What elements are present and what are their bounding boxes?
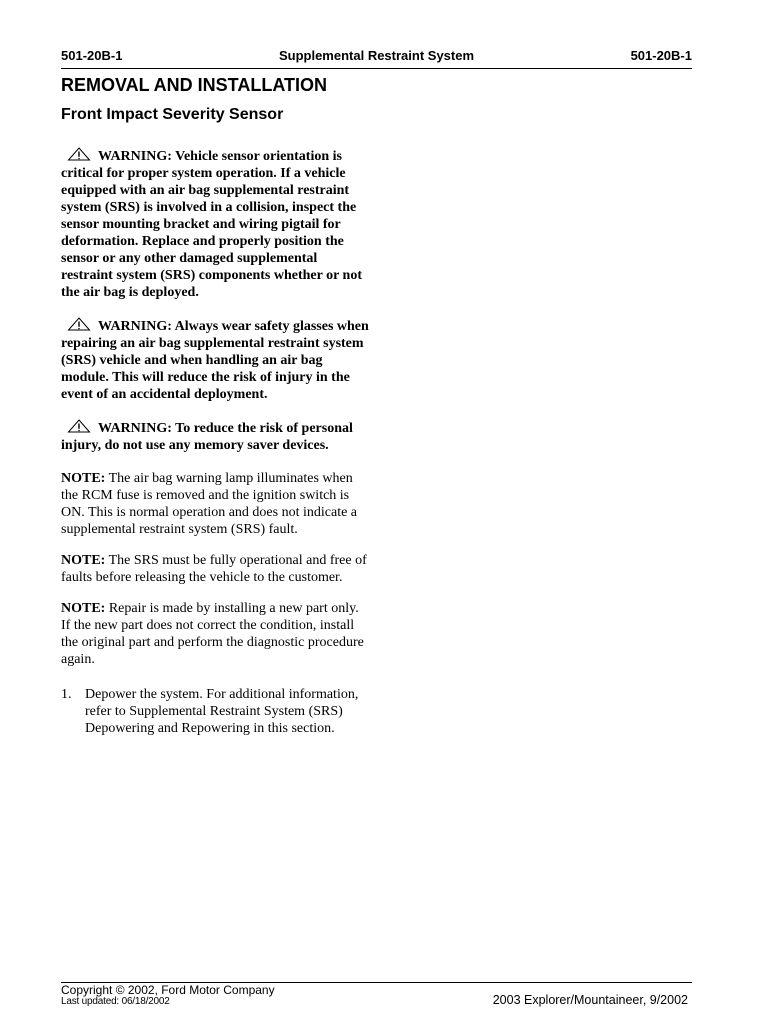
note-label: NOTE: <box>61 553 106 568</box>
page-subtitle: Front Impact Severity Sensor <box>61 106 284 123</box>
footer-last-updated: Last updated: 06/18/2002 <box>61 996 170 1007</box>
warning-triangle-icon <box>67 317 91 331</box>
note-label: NOTE: <box>61 601 106 616</box>
note-repair-new-part <box>61 600 371 668</box>
header-divider <box>61 68 692 69</box>
note-text: Repair is made by installing a new part only. If the new part does not correct the condition, install the original part and perform the diagnostic procedure again. <box>61 601 364 667</box>
warning-triangle-icon <box>67 147 91 161</box>
page-title: REMOVAL AND INSTALLATION <box>61 75 327 95</box>
warning-safety-glasses <box>61 317 371 403</box>
header-section-title: Supplemental Restraint System <box>278 48 475 63</box>
warning-orientation <box>61 147 371 301</box>
note-warning-lamp <box>61 470 371 538</box>
warning-triangle-icon <box>67 419 91 433</box>
step-text: Depower the system. For additional information, refer to Supplemental Restraint System (SRS) Depowering and Repowering in this section. <box>85 687 359 736</box>
warning-memory-saver <box>61 419 371 454</box>
note-text: The SRS must be fully operational and free of faults before releasing the vehicle to the customer. <box>61 553 367 585</box>
note-text: The air bag warning lamp illuminates when the RCM fuse is removed and the ignition switch is ON. This is normal operation and does not indicate a supplemental restraint system (SRS) fault. <box>61 471 358 537</box>
footer-vehicle-model: 2003 Explorer/Mountaineer, 9/2002 <box>492 993 688 1007</box>
warning-text: WARNING: Always wear safety glasses when repairing an air bag supplemental restraint system (SRS) vehicle and when handling an air bag module. This will reduce the risk of injury in the event of an accidental deployment. <box>61 319 369 402</box>
footer-copyright: Copyright © 2002, Ford Motor Company <box>61 983 275 997</box>
content-column <box>61 147 371 737</box>
note-srs-operational <box>61 552 371 586</box>
header-section-left: 501-20B-1 <box>61 48 123 63</box>
header-section-right: 501-20B-1 <box>630 48 692 63</box>
step-number: 1. <box>61 687 72 702</box>
warning-text: WARNING: Vehicle sensor orientation is critical for proper system operation. If a vehicle equipped with an air bag supplemental restraint system (SRS) is involved in a collision, inspect the sensor mounting bracket and wiring pigtail for deformation. Replace and properly position the sensor or any other damaged supplemental restraint system (SRS) components whether or not the air bag is deployed. <box>61 149 362 300</box>
warning-text: WARNING: To reduce the risk of personal injury, do not use any memory saver devices. <box>61 421 353 453</box>
note-label: NOTE: <box>61 471 106 486</box>
page-header <box>61 47 692 65</box>
procedure-step <box>61 686 371 737</box>
